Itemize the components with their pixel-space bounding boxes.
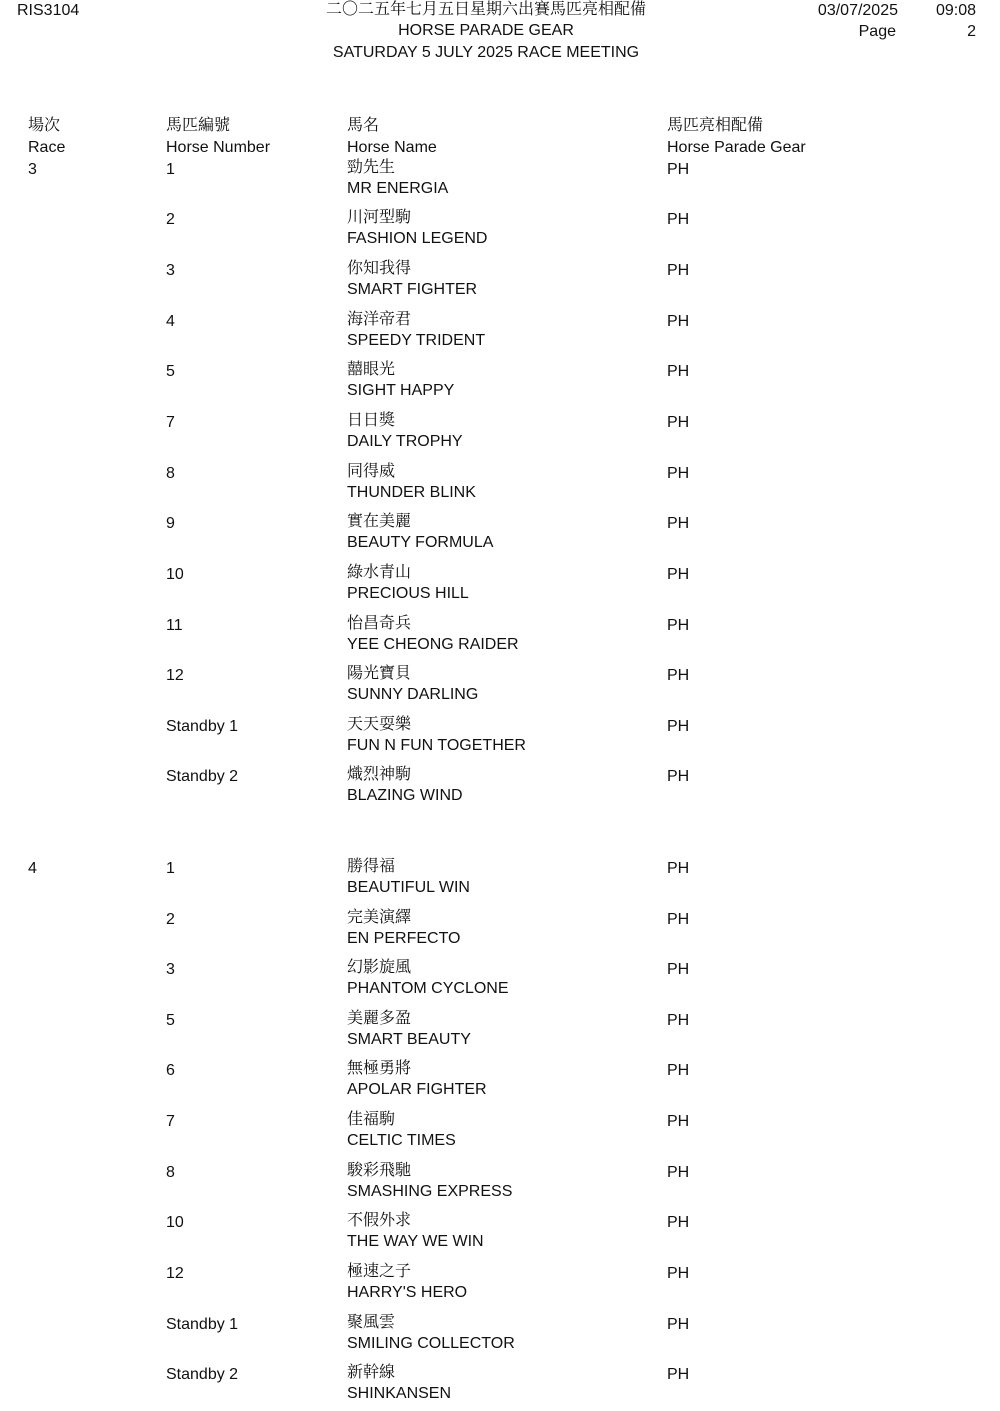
parade-gear: PH — [667, 414, 690, 431]
horse-name-en: APOLAR FIGHTER — [347, 1081, 487, 1098]
table-row — [0, 1112, 1000, 1158]
horse-name-zh: 不假外求 — [347, 1212, 412, 1229]
parade-gear: PH — [667, 718, 690, 735]
column-race-en: Race — [28, 139, 66, 156]
horse-number: 11 — [166, 617, 183, 634]
horse-name-en: PHANTOM CYCLONE — [347, 980, 509, 997]
horse-name-zh: 囍眼光 — [347, 361, 396, 378]
horse-name-en: HARRY'S HERO — [347, 1284, 468, 1301]
horse-name-en: BEAUTIFUL WIN — [347, 879, 470, 896]
table-row — [0, 1213, 1000, 1259]
column-horse-name-en: Horse Name — [347, 139, 437, 156]
horse-name-zh: 無極勇將 — [347, 1060, 412, 1077]
horse-number: 12 — [166, 667, 184, 684]
parade-gear: PH — [667, 617, 690, 634]
table-row — [0, 261, 1000, 307]
horse-number: 5 — [166, 1012, 175, 1029]
parade-gear: PH — [667, 515, 690, 532]
parade-gear: PH — [667, 262, 690, 279]
horse-name-en: SMART FIGHTER — [347, 281, 478, 298]
horse-name-en: THE WAY WE WIN — [347, 1233, 484, 1250]
table-row — [0, 1011, 1000, 1057]
table-row — [0, 1163, 1000, 1209]
horse-name-zh: 幻影旋風 — [347, 959, 412, 976]
title-en: HORSE PARADE GEAR — [398, 22, 574, 39]
horse-name-zh: 佳福駒 — [347, 1111, 396, 1128]
horse-number: 5 — [166, 363, 175, 380]
horse-name-zh: 熾烈神駒 — [347, 766, 412, 783]
horse-number: 7 — [166, 414, 175, 431]
horse-name-zh: 駿彩飛馳 — [347, 1162, 412, 1179]
table-row — [0, 960, 1000, 1006]
horse-number: 1 — [166, 860, 175, 877]
horse-number: Standby 1 — [166, 718, 239, 735]
horse-number: 9 — [166, 515, 175, 532]
horse-number: 7 — [166, 1113, 175, 1130]
horse-name-zh: 陽光寶貝 — [347, 665, 412, 682]
horse-name-en: YEE CHEONG RAIDER — [347, 636, 519, 653]
horse-name-en: SIGHT HAPPY — [347, 382, 455, 399]
horse-name-en: PRECIOUS HILL — [347, 585, 469, 602]
parade-gear: PH — [667, 1113, 690, 1130]
horse-name-zh: 川河型駒 — [347, 209, 412, 226]
horse-name-zh: 實在美麗 — [347, 513, 412, 530]
table-row — [0, 1365, 1000, 1411]
horse-name-en: FASHION LEGEND — [347, 230, 488, 247]
parade-gear: PH — [667, 313, 690, 330]
column-horse-number-zh: 馬匹編號 — [166, 117, 231, 134]
report-date: 03/07/2025 — [817, 2, 898, 19]
report-time: 09:08 — [935, 2, 976, 19]
title-zh: 二〇二五年七月五日星期六出賽馬匹亮相配備 — [325, 1, 646, 18]
horse-number: Standby 2 — [166, 1366, 239, 1383]
horse-name-zh: 極速之子 — [347, 1263, 412, 1280]
horse-name-en: FUN N FUN TOGETHER — [347, 737, 526, 754]
parade-gear: PH — [667, 465, 690, 482]
parade-gear: PH — [667, 860, 690, 877]
horse-name-en: SMILING COLLECTOR — [347, 1335, 515, 1352]
page-label: Page — [858, 23, 896, 40]
horse-name-zh: 同得威 — [347, 463, 396, 480]
column-race-zh: 場次 — [28, 117, 61, 134]
horse-name-zh: 完美演繹 — [347, 909, 412, 926]
horse-name-zh: 美麗多盈 — [347, 1010, 412, 1027]
parade-gear: PH — [667, 1214, 690, 1231]
horse-name-zh: 你知我得 — [347, 260, 412, 277]
column-gear-en: Horse Parade Gear — [667, 139, 806, 156]
table-row — [0, 1315, 1000, 1361]
table-row — [0, 1061, 1000, 1107]
table-row — [0, 616, 1000, 662]
parade-gear: PH — [667, 1265, 690, 1282]
table-row — [0, 312, 1000, 358]
parade-gear: PH — [667, 363, 690, 380]
parade-gear: PH — [667, 161, 690, 178]
horse-number: Standby 2 — [166, 768, 239, 785]
table-row — [0, 362, 1000, 408]
parade-gear: PH — [667, 1366, 690, 1383]
table-row — [0, 514, 1000, 560]
table-row — [0, 210, 1000, 256]
parade-gear: PH — [667, 1316, 690, 1333]
horse-number: 3 — [166, 961, 175, 978]
horse-name-zh: 新幹線 — [347, 1364, 396, 1381]
report-code: RIS3104 — [17, 2, 80, 19]
horse-name-zh: 海洋帝君 — [347, 311, 412, 328]
horse-number: 2 — [166, 211, 175, 228]
horse-name-en: SPEEDY TRIDENT — [347, 332, 486, 349]
horse-name-zh: 日日獎 — [347, 412, 396, 429]
horse-name-en: BLAZING WIND — [347, 787, 463, 804]
horse-name-zh: 勝得福 — [347, 858, 396, 875]
parade-gear: PH — [667, 1062, 690, 1079]
horse-name-en: SHINKANSEN — [347, 1385, 452, 1402]
horse-name-en: EN PERFECTO — [347, 930, 461, 947]
column-horse-number-en: Horse Number — [166, 139, 271, 156]
horse-number: 10 — [166, 1214, 184, 1231]
parade-gear: PH — [667, 911, 690, 928]
parade-gear: PH — [667, 1012, 690, 1029]
horse-number: 3 — [166, 262, 175, 279]
horse-name-en: CELTIC TIMES — [347, 1132, 456, 1149]
table-row — [0, 767, 1000, 813]
horse-number: 4 — [166, 313, 175, 330]
subtitle-en: SATURDAY 5 JULY 2025 RACE MEETING — [332, 44, 640, 61]
horse-name-en: BEAUTY FORMULA — [347, 534, 494, 551]
parade-gear: PH — [667, 961, 690, 978]
horse-number: 8 — [166, 465, 175, 482]
horse-name-zh: 天天耍樂 — [347, 716, 412, 733]
horse-name-zh: 綠水青山 — [347, 564, 412, 581]
horse-number: 2 — [166, 911, 175, 928]
horse-number: 10 — [166, 566, 184, 583]
horse-name-zh: 聚風雲 — [347, 1314, 396, 1331]
table-row — [0, 717, 1000, 763]
horse-name-zh: 怡昌奇兵 — [347, 615, 412, 632]
table-row — [0, 910, 1000, 956]
column-gear-zh: 馬匹亮相配備 — [667, 117, 764, 134]
horse-name-en: MR ENERGIA — [347, 180, 449, 197]
horse-number: 6 — [166, 1062, 175, 1079]
horse-name-en: DAILY TROPHY — [347, 433, 463, 450]
table-row — [0, 160, 1000, 206]
parade-gear: PH — [667, 211, 690, 228]
parade-gear: PH — [667, 667, 690, 684]
horse-number: 1 — [166, 161, 175, 178]
horse-name-en: THUNDER BLINK — [347, 484, 476, 501]
table-row — [0, 859, 1000, 905]
horse-number: 12 — [166, 1265, 184, 1282]
table-row — [0, 464, 1000, 510]
race-number: 4 — [28, 860, 37, 877]
horse-name-en: SMASHING EXPRESS — [347, 1183, 513, 1200]
horse-name-en: SUNNY DARLING — [347, 686, 479, 703]
page-number: 2 — [967, 23, 976, 40]
race-number: 3 — [28, 161, 37, 178]
table-row — [0, 413, 1000, 459]
table-row — [0, 666, 1000, 712]
horse-name-en: SMART BEAUTY — [347, 1031, 471, 1048]
column-horse-name-zh: 馬名 — [347, 117, 380, 134]
horse-name-zh: 勁先生 — [347, 159, 396, 176]
parade-gear: PH — [667, 768, 690, 785]
table-row — [0, 1264, 1000, 1310]
parade-gear: PH — [667, 1164, 690, 1181]
horse-number: 8 — [166, 1164, 175, 1181]
table-row — [0, 565, 1000, 611]
parade-gear: PH — [667, 566, 690, 583]
horse-number: Standby 1 — [166, 1316, 239, 1333]
